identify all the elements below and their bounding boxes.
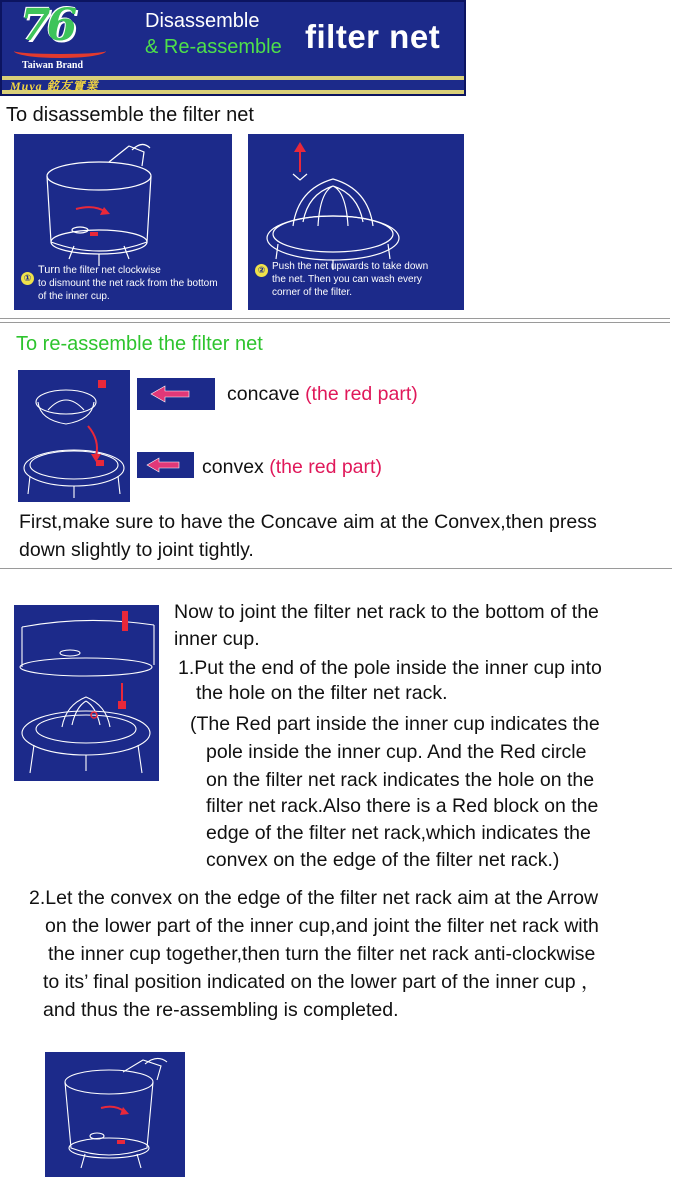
disassemble-step2-panel — [248, 134, 464, 310]
convex-note: (the red part) — [269, 456, 382, 478]
joint-illustration — [14, 605, 159, 781]
joint-panel — [14, 605, 159, 781]
joint-note-5: edge of the filter net rack,which indicates the — [206, 822, 591, 844]
joint-step2-2: on the lower part of the inner cup,and joint the filter net rack with — [45, 915, 599, 937]
brand-logo — [4, 0, 120, 76]
step-1-text-2: to dismount the net rack from the bottom — [38, 278, 218, 289]
concave-label-line — [227, 380, 418, 408]
concave-arrow-box — [137, 378, 215, 410]
banner-title: filter net — [305, 18, 441, 55]
joint-step2-4: to its’ final position indicated on the lower part of the inner cup ， — [43, 971, 601, 993]
joint-step1-1: 1.Put the end of the pole inside the inner cup into — [178, 657, 602, 679]
joint-intro-2: inner cup. — [174, 628, 260, 650]
reassemble-instruction-1: First,make sure to have the Concave aim at the Convex,then press — [19, 511, 597, 533]
reassemble-instruction-2: down slightly to joint tightly. — [19, 539, 254, 561]
disassemble-step1-panel — [14, 134, 232, 310]
concave-convex-illustration — [18, 370, 130, 502]
company-name: Muya 銘友實業 — [10, 79, 99, 93]
step-1-text-3: of the inner cup. — [38, 291, 110, 302]
joint-step2-5: and thus the re-assembling is completed. — [43, 999, 399, 1021]
arrow-left-icon — [137, 452, 194, 478]
logo-subtitle: Taiwan Brand — [22, 60, 84, 71]
step-1-number: ① — [21, 272, 34, 285]
joint-note-2: pole inside the inner cup. And the Red circle — [206, 741, 587, 763]
joint-step2-1: 2.Let the convex on the edge of the filter net rack aim at the Arrow — [29, 887, 599, 909]
final-assembly-panel — [45, 1052, 185, 1177]
step-1-text-1: the filter net clockwise — [60, 265, 161, 276]
joint-note-6: convex on the edge of the filter net rack.) — [206, 849, 560, 871]
banner-line-1: Disassemble — [145, 10, 260, 32]
step-1-lead: Turn — [38, 264, 61, 276]
step-2-text-1: Push the net upwards to take down — [272, 261, 429, 272]
section-divider-1 — [0, 318, 670, 319]
joint-note-3: on the filter net rack indicates the hole on the — [206, 769, 595, 791]
section-divider-3 — [0, 568, 672, 569]
logo-swoosh — [14, 44, 106, 58]
banner-line-2: & Re-assemble — [145, 36, 282, 58]
joint-note-1: (The Red part inside the inner cup indicates the — [190, 713, 600, 735]
logo-number: 76 — [20, 0, 74, 51]
convex-arrow-box — [137, 452, 194, 478]
joint-note-4: filter net rack.Also there is a Red block on the — [206, 795, 599, 817]
reassemble-heading: To re-assemble the filter net — [16, 333, 263, 355]
joint-step1-2: the hole on the filter net rack. — [196, 682, 448, 704]
concave-note: (the red part) — [305, 383, 418, 405]
concave-convex-panel — [18, 370, 130, 502]
step-2-text-2: the net. Then you can wash every — [272, 274, 422, 285]
step-2-caption — [272, 260, 428, 299]
disassemble-heading: To disassemble the filter net — [6, 104, 254, 126]
assembled-cup-illustration — [45, 1052, 185, 1177]
step-2-number: ② — [255, 264, 268, 277]
concave-label: concave — [227, 383, 300, 405]
arrow-left-icon — [137, 378, 215, 410]
header-banner — [0, 0, 466, 96]
convex-label: convex — [202, 456, 264, 478]
joint-step2-3: the inner cup together,then turn the filter net rack anti-clockwise — [48, 943, 596, 965]
convex-label-line — [202, 453, 382, 481]
section-divider-2 — [0, 322, 670, 323]
step-1-caption — [38, 264, 218, 303]
joint-intro-1: Now to joint the filter net rack to the bottom of the — [174, 601, 599, 623]
step-2-text-3: corner of the filter. — [272, 287, 353, 298]
